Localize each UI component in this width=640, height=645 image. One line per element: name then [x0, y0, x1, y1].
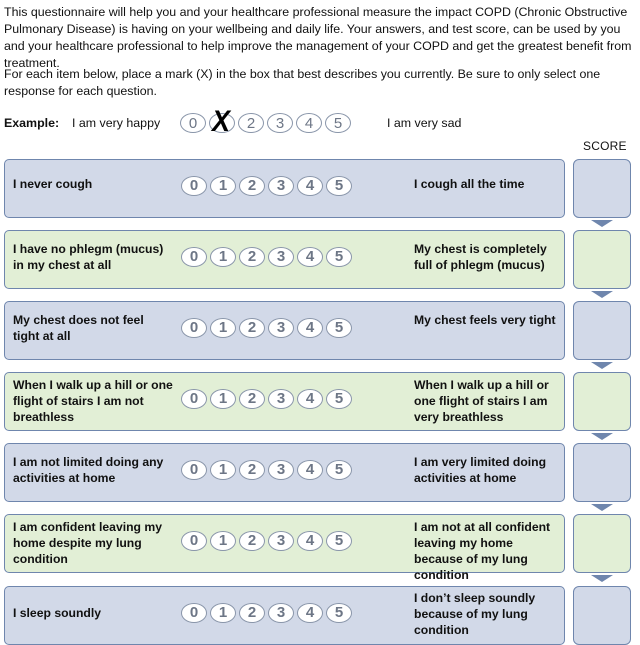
response-option-4[interactable]: 4 — [297, 531, 323, 551]
response-option-1[interactable]: 1 — [210, 389, 236, 409]
score-box-3[interactable] — [573, 301, 631, 360]
response-option-4[interactable]: 4 — [297, 176, 323, 196]
question-right-text: I am very limited doing activities at home — [414, 455, 547, 485]
question-left-text: I am confident leaving my home despite my lung condition — [13, 520, 162, 566]
example-option-4: 4 — [296, 113, 322, 133]
score-box-6[interactable] — [573, 514, 631, 573]
score-box-4[interactable] — [573, 372, 631, 431]
question-row-6 — [4, 514, 565, 582]
response-scale — [181, 531, 352, 551]
question-left-text: I am not limited doing any activities at home — [13, 455, 164, 485]
question-right-text: I am not at all confident leaving my home because of my lung condition — [414, 520, 551, 582]
intro-text: This questionnaire will help you and your healthcare professional measure the impact COPD (Chronic Obstructive Pulmonary Disease) is having on your wellbeing and daily life. Your answers, and test score, can be used by you and your healthcare professional to help improve the management of your COPD and get the greatest benefit from treatment. — [4, 5, 632, 70]
response-option-5[interactable]: 5 — [326, 531, 352, 551]
instructions-text: For each item below, place a mark (X) in the box that best describes you currently. Be sure to only select one response for each question. — [4, 67, 601, 98]
response-option-1[interactable]: 1 — [210, 176, 236, 196]
question-right-text: When I walk up a hill or one flight of stairs I am very breathless — [414, 378, 549, 424]
response-option-2[interactable]: 2 — [239, 460, 265, 480]
score-arrow-icon — [591, 220, 613, 227]
question-right-text: I cough all the time — [414, 177, 525, 191]
response-option-5[interactable]: 5 — [326, 389, 352, 409]
example-option-0: 0 — [180, 113, 206, 133]
response-option-0[interactable]: 0 — [181, 247, 207, 267]
question-left-text: I sleep soundly — [13, 606, 102, 620]
response-option-1[interactable]: 1 — [210, 318, 236, 338]
response-scale — [181, 247, 352, 267]
question-right-text: My chest feels very tight — [414, 313, 556, 327]
response-option-1[interactable]: 1 — [210, 531, 236, 551]
response-option-0[interactable]: 0 — [181, 531, 207, 551]
example-row — [4, 105, 640, 138]
example-left-text: I am very happy — [72, 116, 161, 130]
response-scale — [181, 603, 352, 623]
example-option-5: 5 — [325, 113, 351, 133]
score-box-2[interactable] — [573, 230, 631, 289]
response-option-2[interactable]: 2 — [239, 176, 265, 196]
response-option-2[interactable]: 2 — [239, 247, 265, 267]
response-option-5[interactable]: 5 — [326, 318, 352, 338]
response-option-5[interactable]: 5 — [326, 460, 352, 480]
response-option-5[interactable]: 5 — [326, 247, 352, 267]
example-scale — [180, 105, 351, 138]
response-option-4[interactable]: 4 — [297, 389, 323, 409]
score-arrow-icon — [591, 291, 613, 298]
score-header: SCORE — [583, 139, 627, 153]
response-option-5[interactable]: 5 — [326, 176, 352, 196]
response-option-0[interactable]: 0 — [181, 176, 207, 196]
response-option-0[interactable]: 0 — [181, 389, 207, 409]
question-row-4 — [4, 372, 565, 431]
response-scale — [181, 460, 352, 480]
response-option-2[interactable]: 2 — [239, 389, 265, 409]
response-option-1[interactable]: 1 — [210, 460, 236, 480]
response-option-3[interactable]: 3 — [268, 176, 294, 196]
score-arrow-icon — [591, 575, 613, 582]
score-box-7[interactable] — [573, 586, 631, 645]
score-box-1[interactable] — [573, 159, 631, 218]
score-arrow-icon — [591, 504, 613, 511]
response-option-4[interactable]: 4 — [297, 247, 323, 267]
question-right-text: I don’t sleep soundly because of my lung condition — [414, 591, 536, 637]
score-box-5[interactable] — [573, 443, 631, 502]
response-option-0[interactable]: 0 — [181, 318, 207, 338]
example-label: Example: — [4, 116, 60, 130]
response-scale — [181, 318, 352, 338]
example-x-mark: X — [212, 105, 231, 138]
response-option-4[interactable]: 4 — [297, 460, 323, 480]
question-row-2 — [4, 230, 565, 289]
question-row-7 — [4, 586, 565, 645]
question-row-1 — [4, 159, 565, 218]
score-arrow-icon — [591, 433, 613, 440]
response-scale — [181, 176, 352, 196]
response-scale — [181, 389, 352, 409]
response-option-2[interactable]: 2 — [239, 603, 265, 623]
response-option-3[interactable]: 3 — [268, 247, 294, 267]
response-option-1[interactable]: 1 — [210, 603, 236, 623]
response-option-2[interactable]: 2 — [239, 318, 265, 338]
response-option-4[interactable]: 4 — [297, 603, 323, 623]
response-option-2[interactable]: 2 — [239, 531, 265, 551]
response-option-4[interactable]: 4 — [297, 318, 323, 338]
question-left-text: My chest does not feel tight at all — [13, 313, 144, 343]
response-option-3[interactable]: 3 — [268, 389, 294, 409]
example-option-3: 3 — [267, 113, 293, 133]
question-left-text: When I walk up a hill or one flight of stairs I am not breathless — [13, 378, 173, 424]
question-row-5 — [4, 443, 565, 502]
question-row-3 — [4, 301, 565, 360]
response-option-1[interactable]: 1 — [210, 247, 236, 267]
question-right-text: My chest is completely full of phlegm (mucus) — [414, 242, 547, 272]
response-option-0[interactable]: 0 — [181, 460, 207, 480]
response-option-3[interactable]: 3 — [268, 603, 294, 623]
response-option-3[interactable]: 3 — [268, 460, 294, 480]
response-option-3[interactable]: 3 — [268, 318, 294, 338]
question-left-text: I have no phlegm (mucus) in my chest at all — [13, 242, 164, 272]
example-right-text: I am very sad — [387, 116, 462, 130]
response-option-5[interactable]: 5 — [326, 603, 352, 623]
example-option-2: 2 — [238, 113, 264, 133]
score-arrow-icon — [591, 362, 613, 369]
response-option-0[interactable]: 0 — [181, 603, 207, 623]
question-left-text: I never cough — [13, 177, 93, 191]
response-option-3[interactable]: 3 — [268, 531, 294, 551]
